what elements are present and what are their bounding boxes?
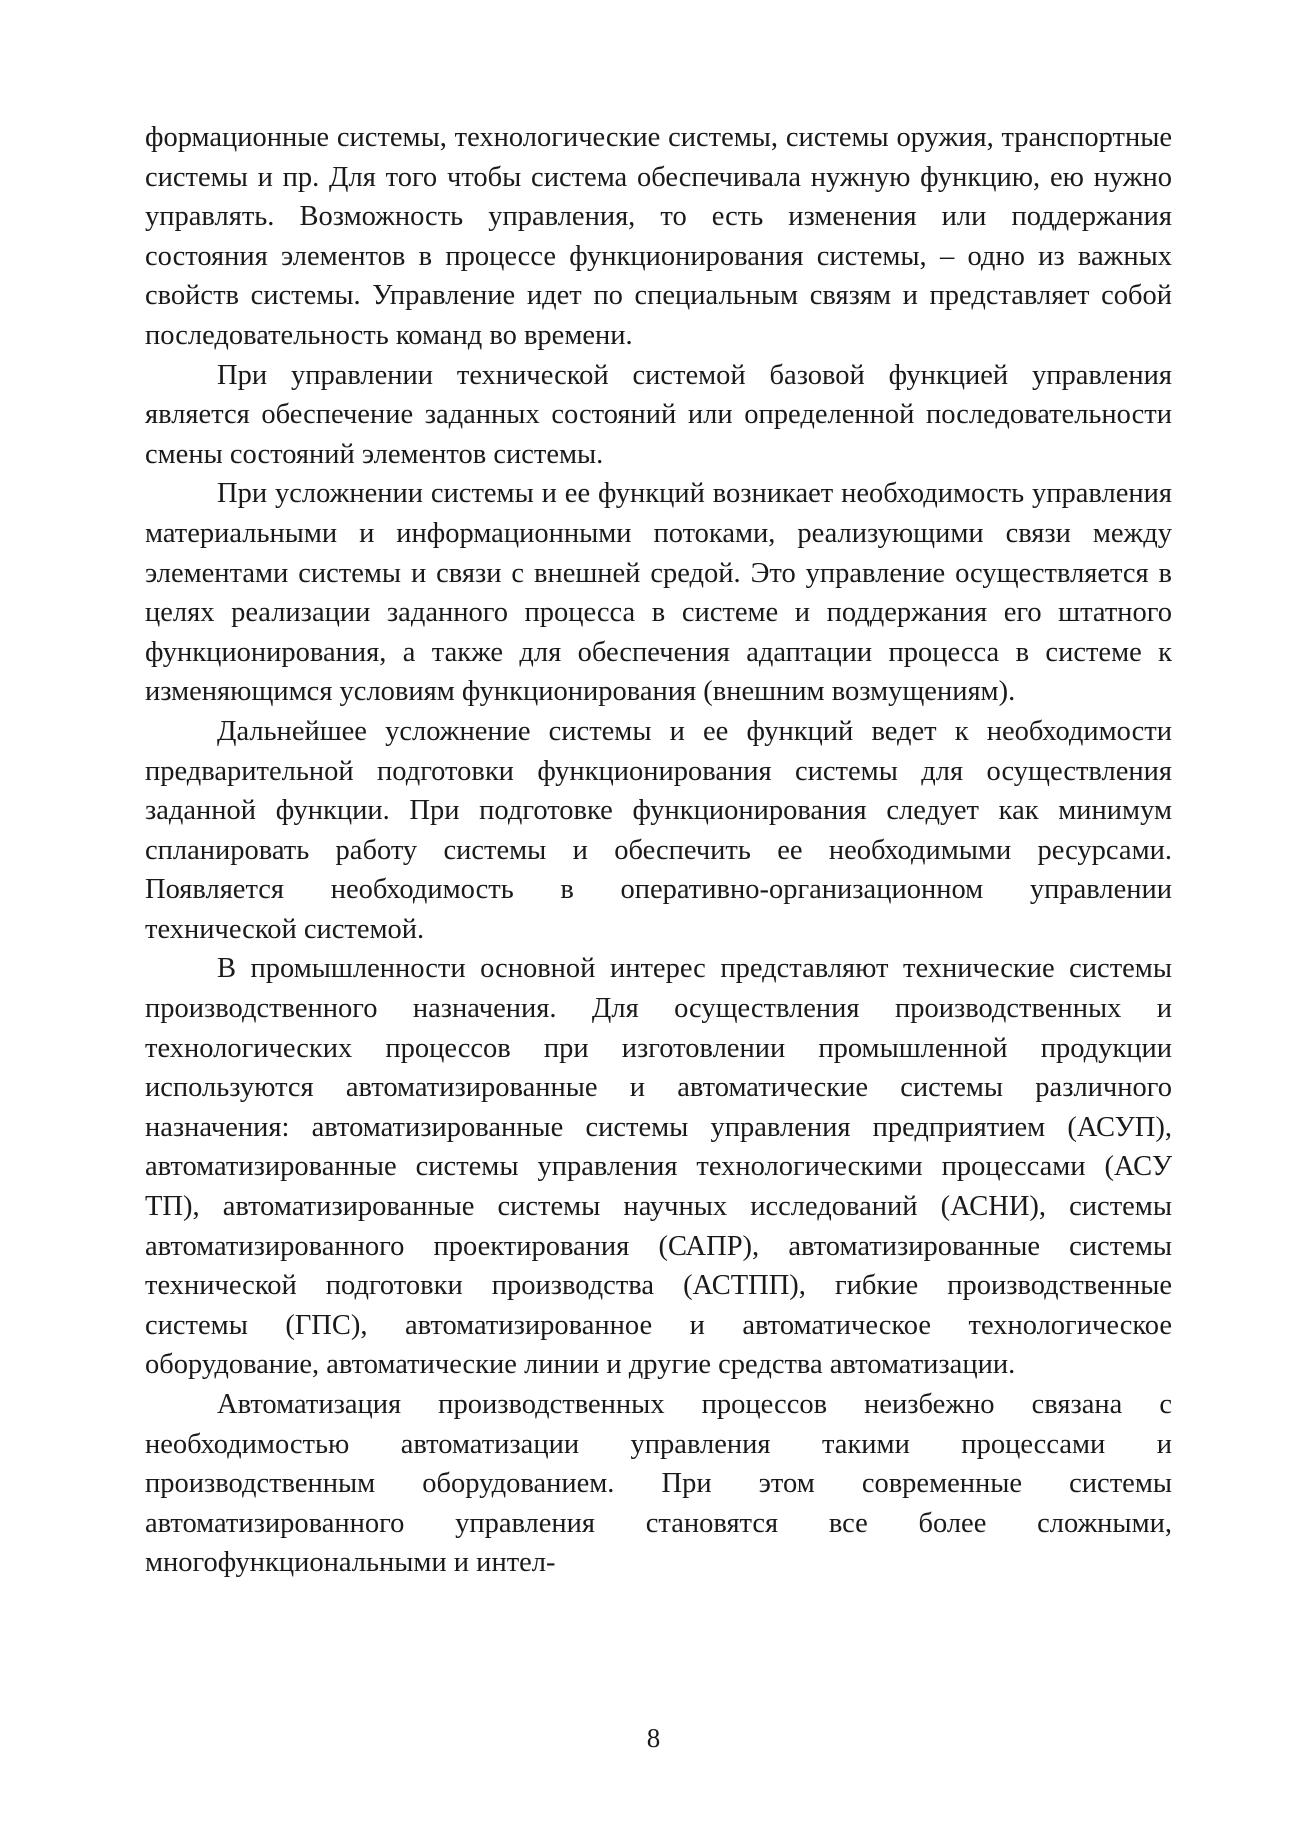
paragraph-industrial-systems: В промышленности основной интерес представляют технические системы производственного назначения. Для осуществления производственных и технологических процессов при изготовлении промышленной продукции используются автоматизированные и автоматические системы различного назначения: автоматизированные системы управления предприятием (АСУП), автоматизированные системы управления технологическими процессами (АСУ ТП), автоматизированные системы научных исследований (АСНИ), системы автоматизированного проектирования (САПР), автоматизированные системы технической подготовки производства (АСТПП), гибкие производственные системы (ГПС), автоматизированное и автоматическое технологическое оборудование, автоматические линии и другие средства автоматизации.: [145, 953, 1172, 1381]
paragraph-operational-management: Дальнейшее усложнение системы и ее функций ведет к необходимости предварительной подготовки функционирования системы для осуществления заданной функции. При подготовке функционирования следует как минимум спланировать работу системы и обеспечить ее необходимыми ресурсами. Появляется необходимость в оперативно-организационном управлении технической системой.: [145, 715, 1172, 945]
paragraph-continuation: формационные системы, технологические системы, системы оружия, транспортные системы и пр. Для того чтобы система обеспечивала нужную функцию, ею нужно управлять. Возможность управления, то есть изменения или поддержания состояния элементов в процессе функционирования системы, – одно из важных свойств системы. Управление идет по специальным связям и представляет собой последовательность команд во времени.: [145, 122, 1172, 351]
paragraph-control-complexity: При усложнении системы и ее функций возникает необходимость управления материальными и информационными потоками, реализующими связи между элементами системы и связи с внешней средой. Это управление осуществляется в целях реализации заданного процесса в системе и поддержания его штатного функционирования, а также для обеспечения адаптации процесса в системе к изменяющимся условиям функционирования (внешним возмущениям).: [145, 478, 1172, 708]
page-number: 8: [646, 1723, 661, 1753]
paragraph-control-basic-function: При управлении технической системой базовой функцией управления является обеспечение заданных состояний или определенной последовательности смены состояний элементов системы.: [145, 359, 1172, 470]
paragraph-automation: Автоматизация производственных процессов неизбежно связана с необходимостью автоматизации управления такими процессами и производственным оборудованием. При этом современные системы автоматизированного управления становятся все более сложными, многофункциональными и интел-: [145, 1389, 1172, 1579]
page-body: [145, 118, 1172, 1583]
